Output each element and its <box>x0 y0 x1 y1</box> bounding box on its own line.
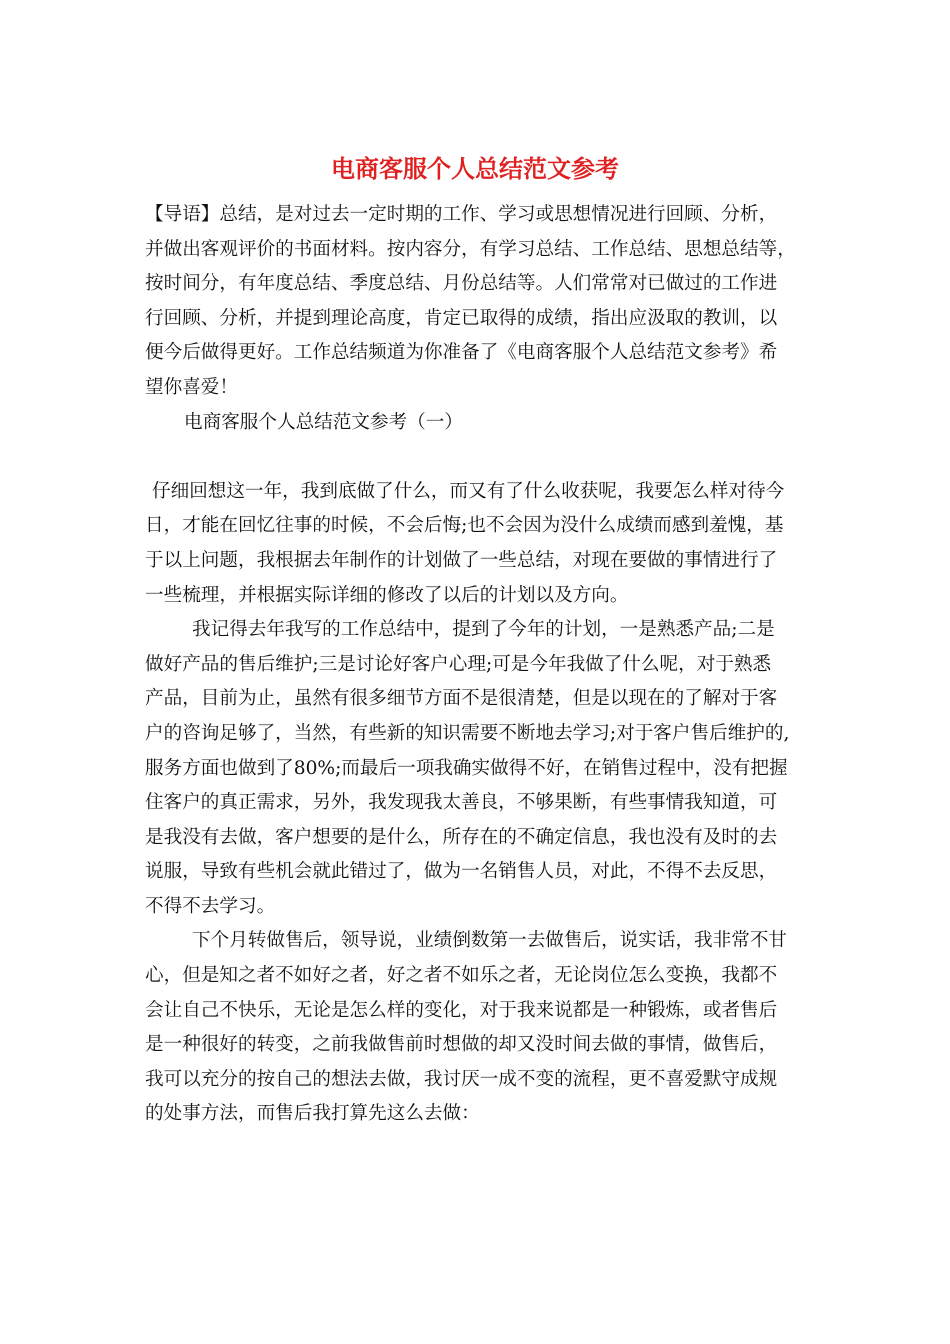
paragraph-line: 心，但是知之者不如好之者，好之者不如乐之者，无论岗位怎么变换，我都不 <box>145 965 778 987</box>
intro-line: 行回顾、分析，并提到理论高度，肯定已取得的成绩，指出应汲取的教训，以 <box>145 307 778 329</box>
paragraph-line: 做好产品的售后维护;三是讨论好客户心理;可是今年我做了什么呢，对于熟悉 <box>145 653 772 675</box>
paragraph-line: 住客户的真正需求，另外，我发现我太善良，不够果断，有些事情我知道，可 <box>145 792 778 814</box>
paragraph-line: 仔细回想这一年，我到底做了什么，而又有了什么收获呢，我要怎么样对待今 <box>152 480 785 502</box>
document-title: 电商客服个人总结范文参考 <box>331 154 619 183</box>
intro-paragraph <box>145 198 825 406</box>
paragraph-3 <box>145 924 825 1132</box>
paragraph-line: 产品，目前为止，虽然有很多细节方面不是很清楚，但是以现在的了解对于客 <box>145 688 778 710</box>
paragraph-line: 是一种很好的转变，之前我做售前时想做的却又没时间去做的事情，做售后， <box>145 1034 778 1056</box>
paragraph-line: 我可以充分的按自己的想法去做，我讨厌一成不变的流程，更不喜爱默守成规 <box>145 1068 778 1090</box>
intro-line: 便今后做得更好。工作总结频道为你准备了《电商客服个人总结范文参考》希 <box>145 342 778 364</box>
document-body <box>145 198 825 1132</box>
paragraph-line: 户的咨询足够了，当然，有些新的知识需要不断地去学习;对于客户售后维护的, <box>145 722 790 744</box>
intro-line: 望你喜爱！ <box>145 376 238 398</box>
paragraph-line: 日，才能在回忆往事的时候，不会后悔;也不会因为没什么成绩而感到羞愧，基 <box>145 515 784 537</box>
paragraph-line: 我记得去年我写的工作总结中，提到了今年的计划，一是熟悉产品;二是 <box>192 619 775 641</box>
paragraph-line: 说服，导致有些机会就此错过了，做为一名销售人员，对此，不得不去反思， <box>145 861 778 883</box>
paragraph-line: 的处事方法，而售后我打算先这么去做： <box>145 1103 480 1125</box>
section-subtitle: 电商客服个人总结范文参考（一） <box>184 411 463 433</box>
paragraph-2 <box>145 613 825 924</box>
paragraph-line: 是我没有去做，客户想要的是什么，所存在的不确定信息，我也没有及时的去 <box>145 826 778 848</box>
intro-line: 并做出客观评价的书面材料。按内容分，有学习总结、工作总结、思想总结等， <box>145 238 796 260</box>
paragraph-line: 服务方面也做到了80%;而最后一项我确实做得不好，在销售过程中，没有把握 <box>145 757 788 779</box>
paragraph-line: 于以上问题，我根据去年制作的计划做了一些总结，对现在要做的事情进行了 <box>145 549 778 571</box>
blank-line <box>145 440 825 475</box>
paragraph-line: 下个月转做售后，领导说，业绩倒数第一去做售后，说实话，我非常不甘 <box>192 930 788 952</box>
paragraph-line: 不得不去学习。 <box>145 895 276 917</box>
intro-line: 按时间分，有年度总结、季度总结、月份总结等。人们常常对已做过的工作进 <box>145 273 778 295</box>
paragraph-1 <box>145 475 825 613</box>
intro-line: 【导语】总结，是对过去一定时期的工作、学习或思想情况进行回顾、分析， <box>145 204 778 225</box>
paragraph-line: 一些梳理，并根据实际详细的修改了以后的计划以及方向。 <box>145 584 629 606</box>
paragraph-line: 会让自己不快乐，无论是怎么样的变化，对于我来说都是一种锻炼，或者售后 <box>145 999 778 1021</box>
